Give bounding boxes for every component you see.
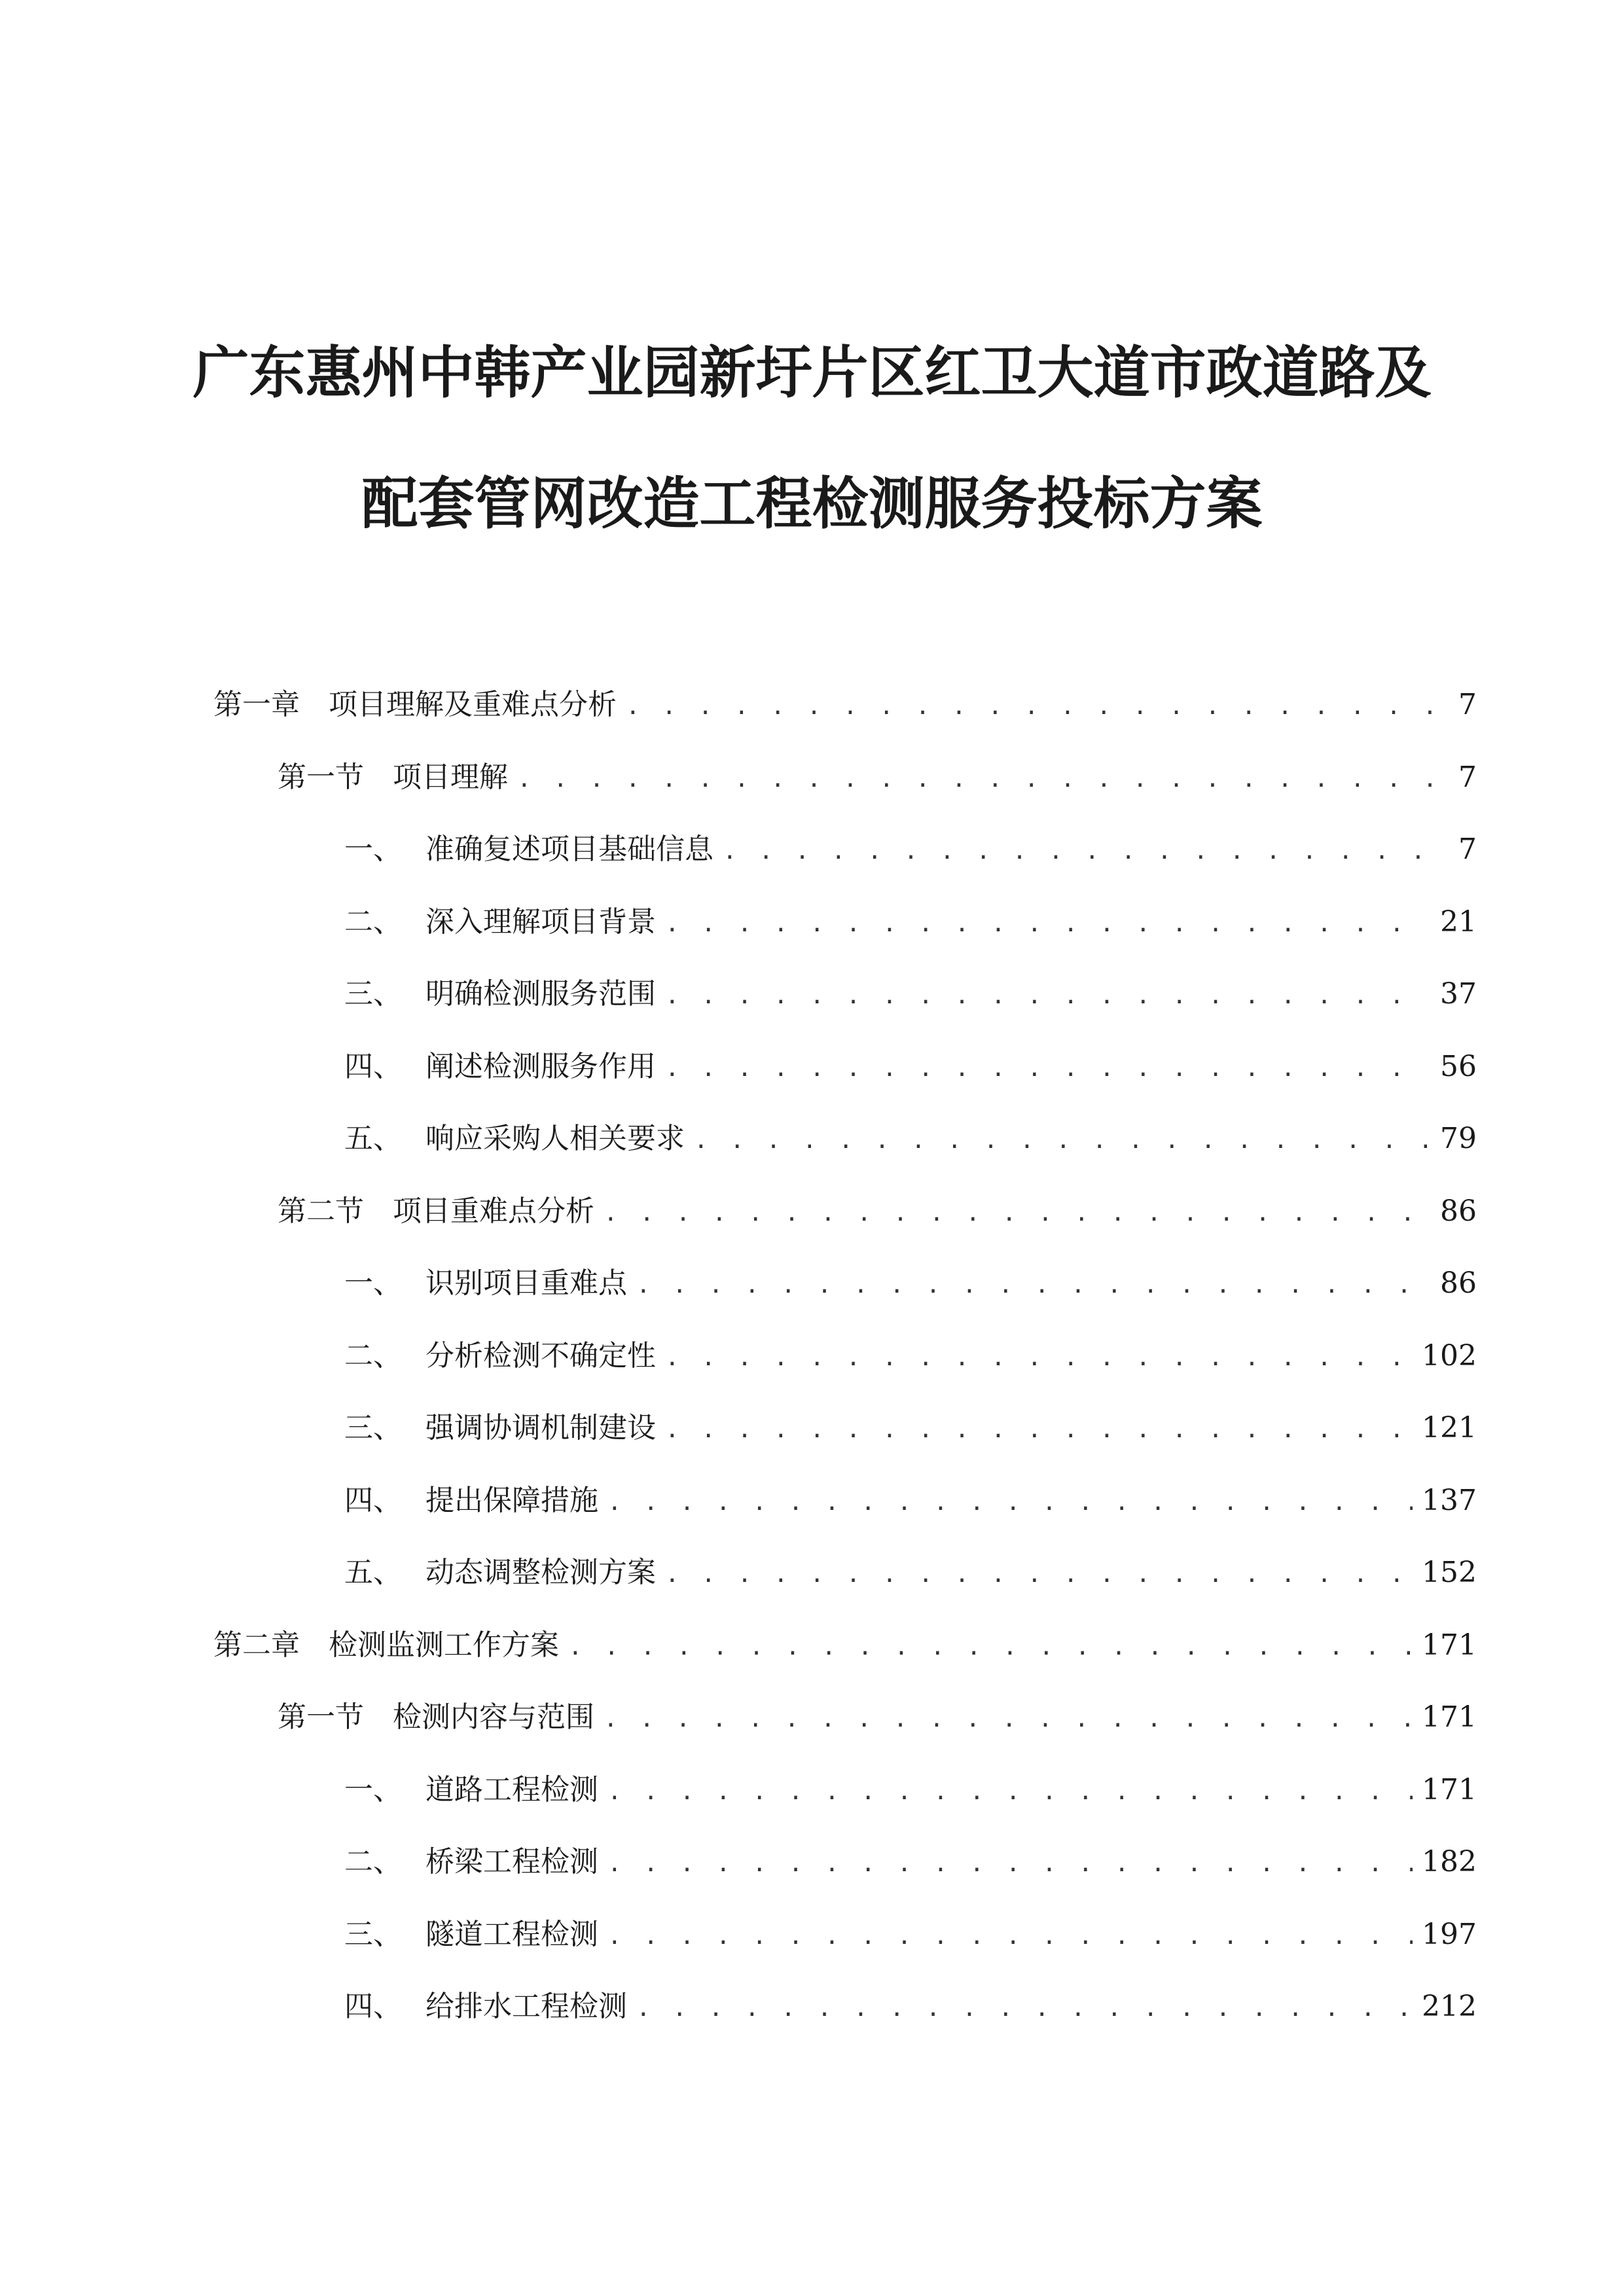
toc-entry-text: 识别项目重难点 <box>425 1266 627 1300</box>
toc-entry[interactable] <box>344 1910 1477 1950</box>
toc-entry-text: 强调协调机制建设 <box>425 1411 656 1444</box>
toc-entry-number: 一、 <box>344 1773 402 1806</box>
toc-entry[interactable] <box>344 1043 1477 1082</box>
toc-entry-number: 五、 <box>344 1556 402 1589</box>
toc-leader-dots <box>636 1272 1431 1299</box>
toc-leader-dots <box>607 1489 1413 1516</box>
toc-entry[interactable] <box>213 681 1477 720</box>
toc-entry[interactable] <box>213 1621 1477 1660</box>
toc-entry-text: 阐述检测服务作用 <box>425 1050 656 1083</box>
toc-page-number: 102 <box>1422 1339 1477 1372</box>
toc-entry-number: 第二章 <box>213 1628 300 1662</box>
toc-entry-text: 道路工程检测 <box>425 1773 598 1806</box>
toc-entry-number: 二、 <box>344 1845 402 1878</box>
toc-entry[interactable] <box>278 1693 1477 1732</box>
toc-entry-label <box>278 753 508 795</box>
toc-entry-label <box>213 1621 559 1663</box>
toc-leader-dots <box>517 766 1449 793</box>
toc-page-number: 86 <box>1440 1266 1477 1300</box>
toc-entry-text: 桥梁工程检测 <box>425 1845 598 1878</box>
toc-leader-dots <box>626 693 1449 720</box>
toc-entry-text: 给排水工程检测 <box>425 1990 627 2023</box>
toc-page-number: 137 <box>1422 1484 1477 1517</box>
toc-page-number: 7 <box>1458 761 1477 794</box>
toc-entry-number: 第一节 <box>278 1700 364 1734</box>
toc-entry-label <box>344 970 656 1012</box>
toc-leader-dots <box>665 1344 1413 1371</box>
toc-page-number: 21 <box>1440 905 1477 939</box>
toc-page-number: 79 <box>1440 1122 1477 1155</box>
toc-leader-dots <box>665 1416 1413 1443</box>
toc-entry-number: 第一章 <box>213 688 300 721</box>
toc-entry-label <box>344 1332 656 1374</box>
toc-entry-number: 五、 <box>344 1122 402 1155</box>
toc-page-number: 171 <box>1422 1700 1477 1734</box>
toc-entry-label <box>344 1982 627 2024</box>
toc-page-number: 212 <box>1422 1990 1477 2023</box>
toc-entry-number: 二、 <box>344 905 402 939</box>
toc-entry-label <box>278 1187 594 1229</box>
toc-entry-label <box>344 1477 598 1518</box>
toc-page-number: 121 <box>1422 1411 1477 1444</box>
toc-leader-dots <box>607 1923 1413 1950</box>
toc-leader-dots <box>694 1127 1431 1154</box>
toc-page-number: 152 <box>1422 1556 1477 1589</box>
toc-entry-label <box>344 825 713 867</box>
toc-page-number: 86 <box>1440 1194 1477 1228</box>
toc-page-number: 56 <box>1440 1050 1477 1083</box>
toc-leader-dots <box>604 1200 1431 1227</box>
toc-page-number: 7 <box>1458 833 1477 866</box>
toc-entry-number: 一、 <box>344 1266 402 1300</box>
toc-leader-dots <box>723 838 1449 865</box>
toc-entry-text: 响应采购人相关要求 <box>425 1122 685 1155</box>
toc-entry-number: 三、 <box>344 1918 402 1951</box>
toc-entry-number: 一、 <box>344 833 402 866</box>
toc-entry-text: 检测监测工作方案 <box>329 1628 559 1662</box>
toc-entry-number: 二、 <box>344 1339 402 1372</box>
toc-entry-text: 准确复述项目基础信息 <box>425 833 713 866</box>
toc-entry[interactable] <box>344 825 1477 865</box>
toc-entry-number: 三、 <box>344 1411 402 1444</box>
toc-entry-number: 三、 <box>344 977 402 1011</box>
toc-entry-text: 项目理解 <box>393 761 508 794</box>
toc-entry-label <box>344 1404 656 1446</box>
toc-entry-text: 动态调整检测方案 <box>425 1556 656 1589</box>
toc-entry[interactable] <box>278 753 1477 793</box>
toc-leader-dots <box>665 910 1431 937</box>
toc-entry-label <box>278 1693 594 1735</box>
toc-entry-text: 项目重难点分析 <box>393 1194 594 1228</box>
toc-entry-text: 隧道工程检测 <box>425 1918 598 1951</box>
toc-page-number: 197 <box>1422 1918 1477 1951</box>
toc-entry[interactable] <box>344 1332 1477 1371</box>
toc-entry-label <box>213 681 617 723</box>
toc-entry-text: 深入理解项目背景 <box>425 905 656 939</box>
toc-entry-text: 提出保障措施 <box>425 1484 598 1517</box>
toc-entry[interactable] <box>344 1404 1477 1443</box>
title-line-2: 配套管网改造工程检测服务投标方案 <box>361 471 1263 537</box>
toc-page-number: 37 <box>1440 977 1477 1011</box>
toc-entry-label <box>344 1549 656 1590</box>
toc-leader-dots <box>568 1634 1413 1660</box>
toc-page-number: 182 <box>1422 1845 1477 1878</box>
toc-leader-dots <box>665 982 1431 1009</box>
title-line-1: 广东惠州中韩产业园新圩片区红卫大道市政道路及 <box>192 340 1432 406</box>
toc-entry-label <box>344 1838 598 1880</box>
toc-entry[interactable] <box>344 1982 1477 2022</box>
toc-entry[interactable] <box>344 1115 1477 1154</box>
toc-entry-number: 第一节 <box>278 761 364 794</box>
toc-entry[interactable] <box>344 898 1477 937</box>
toc-entry-label <box>344 1115 685 1157</box>
toc-entry-number: 第二节 <box>278 1194 364 1228</box>
toc-entry-number: 四、 <box>344 1484 402 1517</box>
toc-entry-text: 检测内容与范围 <box>393 1700 594 1734</box>
toc-leader-dots <box>665 1561 1413 1588</box>
toc-entry[interactable] <box>344 1766 1477 1805</box>
toc-entry-text: 项目理解及重难点分析 <box>329 688 617 721</box>
toc-entry-text: 明确检测服务范围 <box>425 977 656 1011</box>
toc-entry[interactable] <box>344 970 1477 1009</box>
toc-entry-label <box>344 1043 656 1085</box>
toc-leader-dots <box>607 1850 1413 1877</box>
toc-entry-label <box>344 898 656 940</box>
toc-leader-dots <box>665 1055 1431 1082</box>
toc-page-number: 171 <box>1422 1773 1477 1806</box>
toc-leader-dots <box>636 1995 1413 2022</box>
toc-entry[interactable] <box>278 1187 1477 1227</box>
toc-leader-dots <box>604 1706 1413 1732</box>
toc-page-number: 7 <box>1458 688 1477 721</box>
toc-entry[interactable] <box>344 1838 1477 1877</box>
toc-entry-label <box>344 1259 627 1301</box>
toc-entry[interactable] <box>344 1259 1477 1299</box>
toc-entry[interactable] <box>344 1477 1477 1516</box>
toc-page-number: 171 <box>1422 1628 1477 1662</box>
toc-entry-number: 四、 <box>344 1990 402 2023</box>
toc-entry-text: 分析检测不确定性 <box>425 1339 656 1372</box>
toc-entry-label <box>344 1910 598 1952</box>
document-title <box>0 308 1624 569</box>
toc-entry-label <box>344 1766 598 1808</box>
toc-entry[interactable] <box>344 1549 1477 1588</box>
toc-leader-dots <box>607 1778 1413 1805</box>
toc-entry-number: 四、 <box>344 1050 402 1083</box>
